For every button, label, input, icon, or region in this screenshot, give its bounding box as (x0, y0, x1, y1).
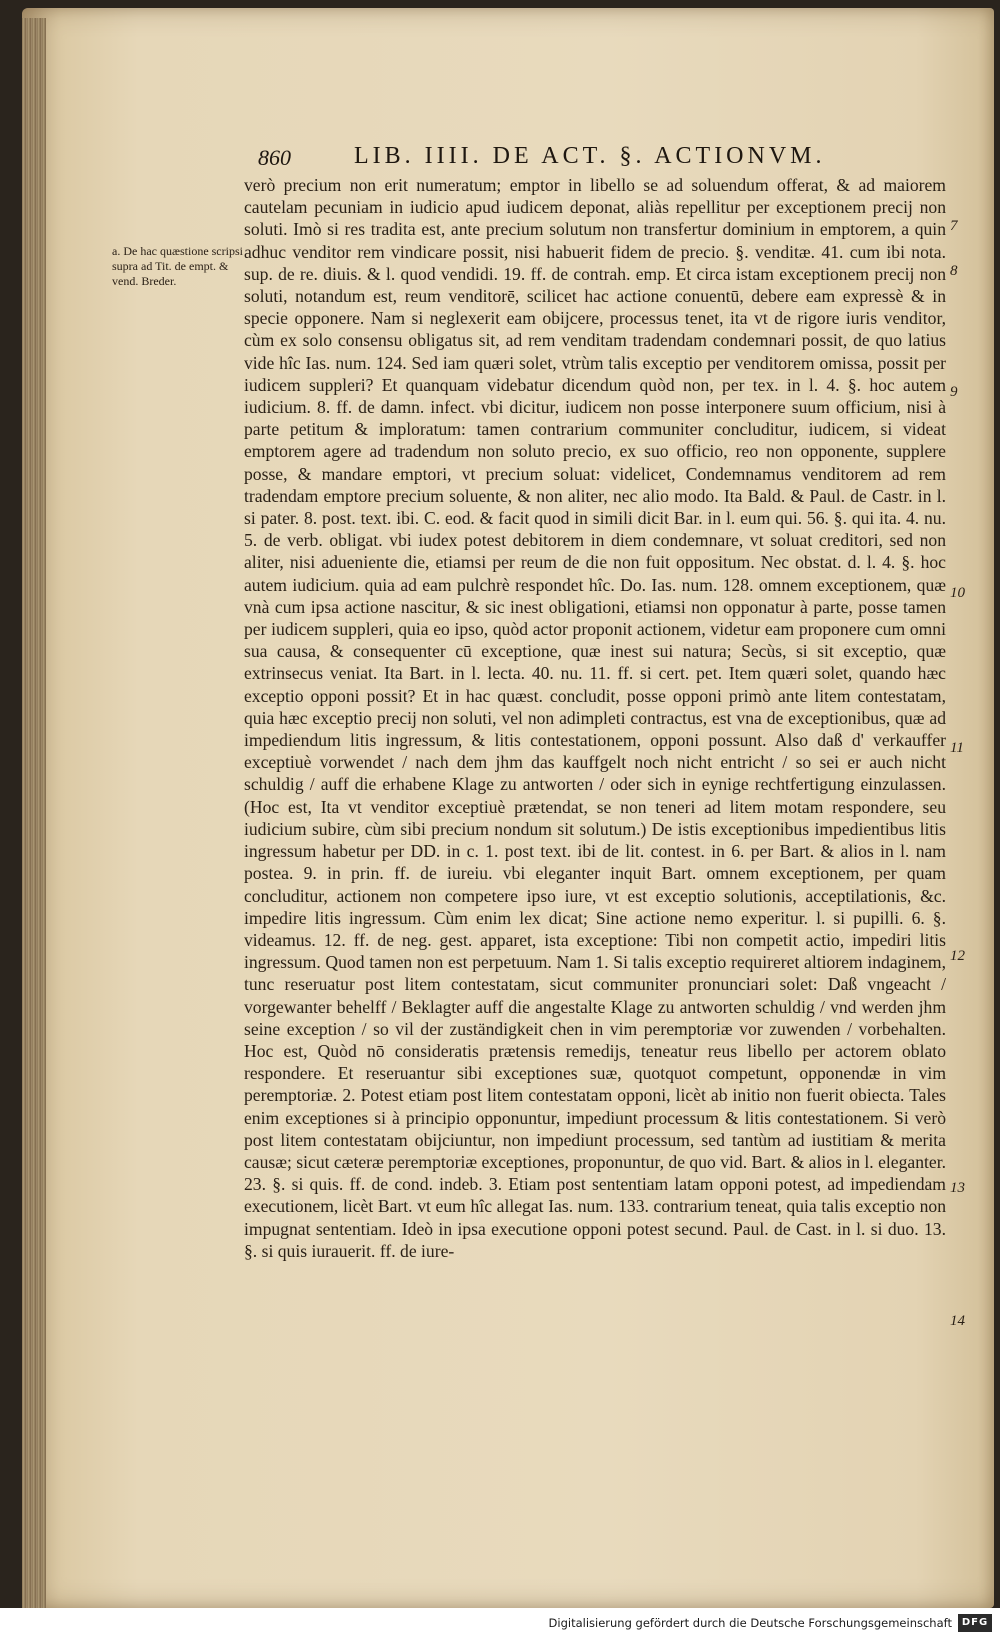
margin-number: 12 (950, 948, 965, 964)
footer-credit: Digitalisierung gefördert durch die Deutsche Forschungsgemeinschaft (548, 1615, 952, 1630)
margin-number: 9 (950, 384, 958, 400)
margin-number: 7 (950, 218, 958, 234)
margin-number: 10 (950, 585, 965, 601)
running-header (258, 143, 868, 173)
running-head-title: LIB. IIII. DE ACT. §. ACTIONVM. (354, 143, 826, 169)
margin-number: 8 (950, 263, 958, 279)
margin-numbers (950, 0, 990, 1600)
digitization-footer (0, 1608, 1000, 1637)
margin-note: a. De hac quæstione scripsi supra ad Tit. de empt. & vend. Breder. (112, 244, 243, 288)
margin-number: 13 (950, 1180, 965, 1196)
margin-number: 11 (950, 740, 964, 756)
book-page-edges (22, 18, 46, 1608)
dfg-logo-icon: DFG (958, 1614, 992, 1632)
margin-number: 14 (950, 1313, 965, 1329)
page-number: 860 (258, 145, 291, 170)
body-text (244, 174, 946, 1262)
body-paragraph: verò precium non erit numeratum; emptor in libello se ad soluendum offerat, & ad maiorem cautelam pecuniam in iudicio apud iudicem deponat, aliàs repellitur per exceptionem precij non soluti. Imò si res tradita est, ante precium solutum non transfertur dominium in emptorem, a quin adhuc venditor rem vindicare possit, nisi habuerit fidem de precio. §. venditæ. 41. cum ibi nota. sup. de re. diuis. & l. quod vendidi. 19. ff. de contrah. emp. Et circa istam exceptionem precij non soluti, notandum est, reum venditorē, scilicet hac actione conuentū, debere eam expressè & in specie opponere. Nam si neglexerit eam obijcere, processus tenet, ita vt de rigore iuris venditor, cùm ex solo consensu obligatus sit, ad rem venditam tradendam condemnari possit, de quo latius vide hîc Ias. num. 124. Sed iam quæri solet, vtrùm talis exceptio per venditorem omissa, possit per iudicem suppleri? Et quanquam videbatur dicendum quòd non, per tex. in l. 4. §. hoc autem iudicium. 8. ff. de damn. infect. vbi dicitur, iudicem non posse interponere suum officium, nisi à parte petitum & imploratum: tamen contrarium communiter concluditur, iudicem, si videat emptorem agere ad tradendum non soluto precio, ex suo officio, reo non opponente, supplere posse, & mandare emptori, vt precium soluat: videlicet, Condemnamus venditorem ad rem tradendam emptore precium soluente, & non aliter, nec alio modo. Ita Bald. & Paul. de Castr. in l. si pater. 8. post. text. ibi. C. eod. & facit quod in simili dicit Bar. in l. eum qui. 56. §. qui ita. 4. nu. 5. de verb. obligat. vbi iudex potest debitorem in diem condemnare, vt soluat creditori, sed non aliter, nisi adueniente die, etiamsi per reum de die non fuit oppositum. Nec obstat. d. l. 4. §. hoc autem iudicium. quia ad eam pulchrè respondet hîc. Do. Ias. num. 128. omnem exceptionem, quæ vnà cum ipsa actione nascitur, & sic inest obligationi, etiamsi non opponatur à parte, posse tamen per iudicem suppleri, quia eo ipso, quòd actor proponit actionem, videtur eam proponere cum omni sua causa, & consequenter cū exceptione, quæ inest sui natura; Secùs, si sit exceptio, quæ extrinsecus veniat. Ita Bart. in l. lecta. 40. nu. 11. ff. si cert. pet. Item quæri solet, quando hæc exceptio opponi possit? Et in hac quæst. concludit, posse opponi primò ante litem contestatam, quia hæc exceptio precij non soluti, vel non adimpleti contractus, est vna de exceptionibus, quæ ad impediendum litis ingressum, & litis contestationem, opponi possunt. Also daß d' verkauffer exceptiuè vorwendet / nach dem jhm das kauffgelt noch nicht entricht / so sei er auch nicht schuldig / auff die erhabene Klage zu antworten / oder sich in eynige rechtfertigung einzulassen. (Hoc est, Ita vt venditor exceptiuè prætendat, se non teneri ad litem motam respondere, seu iudicium subire, cùm sibi precium nondum sit solutum.) De istis exceptionibus impedientibus litis ingressum habetur per DD. in c. 1. post text. ibi de lit. contest. in 6. per Bart. & alios in l. nam postea. 9. in prin. ff. de iureiu. vbi eleganter inquit Bart. omnem exceptionem, per quam concluditur, actionem non competere ipso iure, vt est exceptio solutionis, acceptilationis, &c. impedire litis ingressum. Cùm enim lex dicat; Sine actione nemo experitur. l. si pupilli. 6. §. videamus. 12. ff. de neg. gest. apparet, ista exceptione: Tibi non competit actio, impediri litis ingressum. Quod tamen non est perpetuum. Nam 1. Si talis exceptio requireret altiorem indaginem, tunc reseruatur post litem contestatam, sicut communiter pronunciari solet: Daß vngeacht / vorgewanter behelff / Beklagter auff die angestalte Klage zu antworten schuldig / vnd werden jhm seine exception / so vil der zuständigkeit chen in vim peremptoriæ vor zuwenden / vorbehalten. Hoc est, Quòd nō consideratis prætensis remedijs, teneatur reus libello per actorem oblato respondere. Et reseruantur sibi exceptiones suæ, quotquot competunt, opponendæ in vim peremptoriæ. 2. Potest etiam post litem contestatam opponi, licèt ab initio non fuerit obiecta. Tales enim exceptiones si à principio opponuntur, impediunt processum & litis contestationem. Si verò post litem contestatam obijciuntur, non impediunt processum, sed tantùm ad iustitiam & merita causæ; sicut cæteræ peremptoriæ exceptiones, proponuntur, de quo vid. Bart. & alios in l. eleganter. 23. §. si quis. ff. de cond. indeb. 3. Etiam post sententiam latam opponi potest, ad impediendam executionem, licèt Bart. vt eum hîc allegat Ias. num. 133. contrarium teneat, quia talis exceptio non impugnat sententiam. Ideò in ipsa executione opponi potest secund. Paul. de Cast. in l. si duo. 13. §. si quis iurauerit. ff. de iure- (244, 175, 946, 1261)
